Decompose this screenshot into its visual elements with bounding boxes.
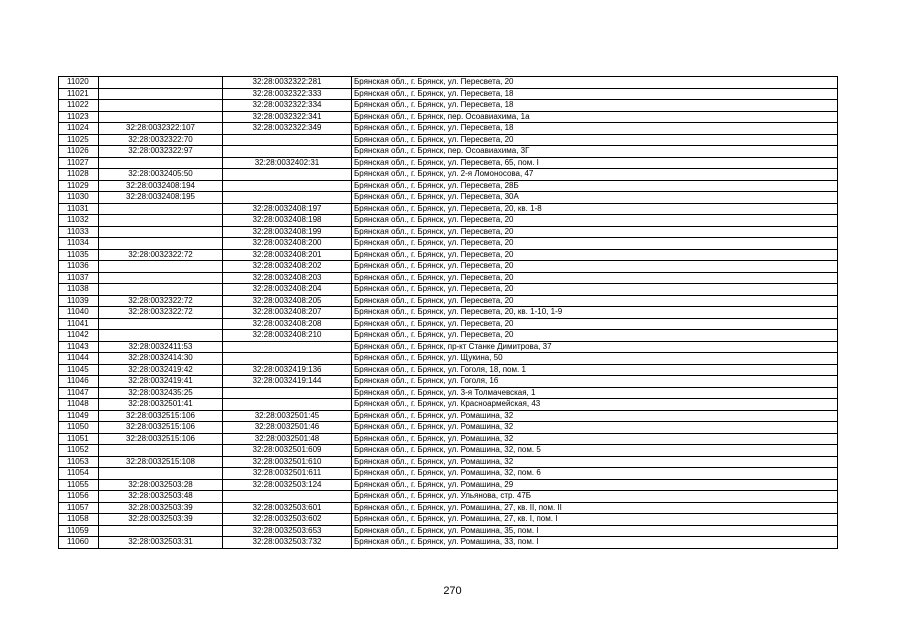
table-row <box>59 180 838 192</box>
cadastral-number-cell: 32:28:0032503:39 <box>99 502 223 514</box>
address-cell: Брянская обл., г. Брянск, пер. Осоавиахима, 3Г <box>352 146 838 158</box>
cadastral-number-cell <box>99 77 223 89</box>
table-row <box>59 456 838 468</box>
row-number-cell: 11043 <box>59 341 99 353</box>
cadastral-number-cell: 32:28:0032501:610 <box>223 456 352 468</box>
cadastral-number-cell: 32:28:0032408:204 <box>223 284 352 296</box>
table-row <box>59 134 838 146</box>
cadastral-number-cell: 32:28:0032503:39 <box>99 514 223 526</box>
row-number-cell: 11052 <box>59 445 99 457</box>
cadastral-number-cell: 32:28:0032414:30 <box>99 353 223 365</box>
row-number-cell: 11046 <box>59 376 99 388</box>
address-cell: Брянская обл., г. Брянск, ул. Пересвета, 20 <box>352 77 838 89</box>
cadastral-number-cell <box>99 261 223 273</box>
cadastral-number-cell: 32:28:0032501:46 <box>223 422 352 434</box>
table-row <box>59 422 838 434</box>
row-number-cell: 11054 <box>59 468 99 480</box>
row-number-cell: 11021 <box>59 88 99 100</box>
cadastral-number-cell: 32:28:0032419:42 <box>99 364 223 376</box>
table-row <box>59 157 838 169</box>
table-row <box>59 146 838 158</box>
table-row <box>59 330 838 342</box>
cadastral-number-cell <box>99 88 223 100</box>
cadastral-number-cell <box>223 134 352 146</box>
cadastral-number-cell <box>99 468 223 480</box>
cadastral-number-cell: 32:28:0032501:609 <box>223 445 352 457</box>
row-number-cell: 11025 <box>59 134 99 146</box>
cadastral-number-cell: 32:28:0032408:210 <box>223 330 352 342</box>
row-number-cell: 11060 <box>59 537 99 549</box>
table-row <box>59 249 838 261</box>
cadastral-number-cell: 32:28:0032408:201 <box>223 249 352 261</box>
row-number-cell: 11028 <box>59 169 99 181</box>
cadastral-number-cell: 32:28:0032435:25 <box>99 387 223 399</box>
cadastral-number-cell <box>99 215 223 227</box>
cadastral-number-cell: 32:28:0032503:653 <box>223 525 352 537</box>
address-cell: Брянская обл., г. Брянск, ул. Ромашина, 32, пом. 5 <box>352 445 838 457</box>
address-cell: Брянская обл., г. Брянск, ул. Пересвета, 65, пом. I <box>352 157 838 169</box>
table-row <box>59 537 838 549</box>
address-cell: Брянская обл., г. Брянск, ул. Пересвета, 20 <box>352 261 838 273</box>
address-cell: Брянская обл., г. Брянск, ул. Пересвета, 20 <box>352 318 838 330</box>
page-number: 270 <box>443 585 462 597</box>
cadastral-number-cell: 32:28:0032501:41 <box>99 399 223 411</box>
cadastral-number-cell: 32:28:0032322:97 <box>99 146 223 158</box>
table-row <box>59 318 838 330</box>
row-number-cell: 11049 <box>59 410 99 422</box>
cadastral-number-cell: 32:28:0032503:732 <box>223 537 352 549</box>
address-cell: Брянская обл., г. Брянск, ул. Пересвета, 28Б <box>352 180 838 192</box>
address-cell: Брянская обл., г. Брянск, ул. Пересвета, 20 <box>352 284 838 296</box>
cadastral-number-cell <box>99 111 223 123</box>
address-cell: Брянская обл., г. Брянск, ул. Ульянова, стр. 47Б <box>352 491 838 503</box>
address-cell: Брянская обл., г. Брянск, ул. Ромашина, 35, пом. I <box>352 525 838 537</box>
cadastral-number-cell: 32:28:0032408:207 <box>223 307 352 319</box>
row-number-cell: 11042 <box>59 330 99 342</box>
cadastral-number-cell <box>99 157 223 169</box>
row-number-cell: 11058 <box>59 514 99 526</box>
cadastral-number-cell: 32:28:0032503:602 <box>223 514 352 526</box>
address-cell: Брянская обл., г. Брянск, ул. Ромашина, 32 <box>352 456 838 468</box>
row-number-cell: 11057 <box>59 502 99 514</box>
cadastral-number-cell: 32:28:0032408:203 <box>223 272 352 284</box>
address-cell: Брянская обл., г. Брянск, ул. Ромашина, 29 <box>352 479 838 491</box>
cadastral-number-cell <box>223 180 352 192</box>
row-number-cell: 11032 <box>59 215 99 227</box>
cadastral-number-cell: 32:28:0032408:202 <box>223 261 352 273</box>
cadastral-number-cell: 32:28:0032503:28 <box>99 479 223 491</box>
address-cell: Брянская обл., г. Брянск, ул. 3-я Толмачевская, 1 <box>352 387 838 399</box>
table-row <box>59 433 838 445</box>
cadastral-number-cell: 32:28:0032501:48 <box>223 433 352 445</box>
row-number-cell: 11020 <box>59 77 99 89</box>
table-row <box>59 525 838 537</box>
row-number-cell: 11023 <box>59 111 99 123</box>
address-cell: Брянская обл., г. Брянск, ул. Пересвета, 18 <box>352 88 838 100</box>
address-cell: Брянская обл., г. Брянск, ул. Ромашина, 32 <box>352 422 838 434</box>
cadastral-number-cell <box>99 100 223 112</box>
table-body <box>59 77 838 549</box>
cadastral-number-cell: 32:28:0032408:198 <box>223 215 352 227</box>
row-number-cell: 11055 <box>59 479 99 491</box>
cadastral-number-cell <box>99 226 223 238</box>
address-cell: Брянская обл., г. Брянск, ул. Пересвета, 20, кв. 1-8 <box>352 203 838 215</box>
cadastral-number-cell: 32:28:0032408:197 <box>223 203 352 215</box>
row-number-cell: 11044 <box>59 353 99 365</box>
row-number-cell: 11038 <box>59 284 99 296</box>
cadastral-number-cell <box>223 169 352 181</box>
address-cell: Брянская обл., г. Брянск, ул. Ромашина, 27, кв. I, пом. I <box>352 514 838 526</box>
address-cell: Брянская обл., г. Брянск, ул. Пересвета, 30А <box>352 192 838 204</box>
table-row <box>59 272 838 284</box>
table-row <box>59 123 838 135</box>
cadastral-number-cell: 32:28:0032322:72 <box>99 307 223 319</box>
table-row <box>59 169 838 181</box>
table-row <box>59 445 838 457</box>
address-cell: Брянская обл., г. Брянск, ул. Ромашина, 32 <box>352 433 838 445</box>
table-row <box>59 468 838 480</box>
cadastral-number-cell <box>99 272 223 284</box>
cadastral-number-cell: 32:28:0032322:341 <box>223 111 352 123</box>
row-number-cell: 11037 <box>59 272 99 284</box>
table-row <box>59 364 838 376</box>
row-number-cell: 11041 <box>59 318 99 330</box>
table-row <box>59 77 838 89</box>
address-cell: Брянская обл., г. Брянск, пер. Осоавиахима, 1а <box>352 111 838 123</box>
cadastral-number-cell <box>99 318 223 330</box>
row-number-cell: 11035 <box>59 249 99 261</box>
address-cell: Брянская обл., г. Брянск, ул. Пересвета, 20 <box>352 134 838 146</box>
cadastral-number-cell: 32:28:0032503:124 <box>223 479 352 491</box>
row-number-cell: 11030 <box>59 192 99 204</box>
table-row <box>59 226 838 238</box>
row-number-cell: 11026 <box>59 146 99 158</box>
cadastral-number-cell: 32:28:0032501:611 <box>223 468 352 480</box>
address-cell: Брянская обл., г. Брянск, ул. 2-я Ломоносова, 47 <box>352 169 838 181</box>
address-cell: Брянская обл., г. Брянск, ул. Пересвета, 18 <box>352 100 838 112</box>
address-cell: Брянская обл., г. Брянск, ул. Пересвета, 20 <box>352 272 838 284</box>
table-row <box>59 502 838 514</box>
row-number-cell: 11027 <box>59 157 99 169</box>
row-number-cell: 11053 <box>59 456 99 468</box>
table-row <box>59 399 838 411</box>
row-number-cell: 11031 <box>59 203 99 215</box>
cadastral-number-cell: 32:28:0032515:106 <box>99 410 223 422</box>
row-number-cell: 11029 <box>59 180 99 192</box>
address-cell: Брянская обл., г. Брянск, ул. Красноармейская, 43 <box>352 399 838 411</box>
cadastral-number-cell: 32:28:0032408:199 <box>223 226 352 238</box>
row-number-cell: 11033 <box>59 226 99 238</box>
cadastral-number-cell <box>99 525 223 537</box>
cadastral-number-cell <box>223 192 352 204</box>
address-cell: Брянская обл., г. Брянск, ул. Ромашина, 32, пом. 6 <box>352 468 838 480</box>
table-row <box>59 514 838 526</box>
cadastral-number-cell <box>223 491 352 503</box>
address-cell: Брянская обл., г. Брянск, ул. Щукина, 50 <box>352 353 838 365</box>
table-row <box>59 111 838 123</box>
row-number-cell: 11047 <box>59 387 99 399</box>
address-cell: Брянская обл., г. Брянск, ул. Ромашина, 27, кв. II, пом. II <box>352 502 838 514</box>
row-number-cell: 11056 <box>59 491 99 503</box>
address-cell: Брянская обл., г. Брянск, ул. Гоголя, 16 <box>352 376 838 388</box>
table-row <box>59 203 838 215</box>
cadastral-number-cell <box>223 341 352 353</box>
table-row <box>59 387 838 399</box>
cadastral-number-cell: 32:28:0032408:194 <box>99 180 223 192</box>
address-cell: Брянская обл., г. Брянск, ул. Гоголя, 18, пом. 1 <box>352 364 838 376</box>
cadastral-number-cell: 32:28:0032322:72 <box>99 295 223 307</box>
cadastral-number-cell <box>99 284 223 296</box>
cadastral-number-cell: 32:28:0032322:70 <box>99 134 223 146</box>
table-row <box>59 100 838 112</box>
address-cell: Брянская обл., г. Брянск, ул. Пересвета, 20 <box>352 226 838 238</box>
cadastral-number-cell: 32:28:0032419:136 <box>223 364 352 376</box>
table-row <box>59 261 838 273</box>
row-number-cell: 11045 <box>59 364 99 376</box>
cadastral-number-cell <box>99 203 223 215</box>
cadastral-number-cell: 32:28:0032408:195 <box>99 192 223 204</box>
address-cell: Брянская обл., г. Брянск, ул. Пересвета, 20 <box>352 249 838 261</box>
address-cell: Брянская обл., г. Брянск, ул. Пересвета, 20 <box>352 215 838 227</box>
table-row <box>59 491 838 503</box>
cadastral-number-cell: 32:28:0032408:205 <box>223 295 352 307</box>
address-cell: Брянская обл., г. Брянск, ул. Пересвета, 20, кв. 1-10, 1-9 <box>352 307 838 319</box>
cadastral-number-cell: 32:28:0032408:200 <box>223 238 352 250</box>
table-row <box>59 192 838 204</box>
cadastral-number-cell: 32:28:0032322:107 <box>99 123 223 135</box>
table-row <box>59 295 838 307</box>
address-cell: Брянская обл., г. Брянск, ул. Пересвета, 20 <box>352 238 838 250</box>
table-row <box>59 376 838 388</box>
cadastral-number-cell: 32:28:0032503:601 <box>223 502 352 514</box>
cadastral-number-cell: 32:28:0032405:50 <box>99 169 223 181</box>
cadastral-number-cell: 32:28:0032402:31 <box>223 157 352 169</box>
cadastral-number-cell <box>223 399 352 411</box>
row-number-cell: 11034 <box>59 238 99 250</box>
row-number-cell: 11050 <box>59 422 99 434</box>
address-cell: Брянская обл., г. Брянск, ул. Пересвета, 20 <box>352 330 838 342</box>
cadastral-number-cell: 32:28:0032322:333 <box>223 88 352 100</box>
cadastral-number-cell: 32:28:0032503:48 <box>99 491 223 503</box>
cadastral-number-cell: 32:28:0032503:31 <box>99 537 223 549</box>
row-number-cell: 11036 <box>59 261 99 273</box>
table-row <box>59 88 838 100</box>
row-number-cell: 11024 <box>59 123 99 135</box>
cadastral-number-cell: 32:28:0032419:144 <box>223 376 352 388</box>
table-row <box>59 479 838 491</box>
cadastral-number-cell <box>99 445 223 457</box>
cadastral-number-cell: 32:28:0032515:106 <box>99 422 223 434</box>
row-number-cell: 11048 <box>59 399 99 411</box>
address-cell: Брянская обл., г. Брянск, пр-кт Станке Димитрова, 37 <box>352 341 838 353</box>
table-row <box>59 341 838 353</box>
row-number-cell: 11051 <box>59 433 99 445</box>
table-row <box>59 353 838 365</box>
address-cell: Брянская обл., г. Брянск, ул. Ромашина, 32 <box>352 410 838 422</box>
cadastral-number-cell <box>99 238 223 250</box>
address-cell: Брянская обл., г. Брянск, ул. Пересвета, 18 <box>352 123 838 135</box>
table-row <box>59 410 838 422</box>
cadastral-number-cell: 32:28:0032322:334 <box>223 100 352 112</box>
cadastral-number-cell <box>223 353 352 365</box>
table-row <box>59 215 838 227</box>
row-number-cell: 11059 <box>59 525 99 537</box>
cadastral-number-cell: 32:28:0032322:349 <box>223 123 352 135</box>
cadastral-number-cell: 32:28:0032408:208 <box>223 318 352 330</box>
cadastral-number-cell <box>223 387 352 399</box>
row-number-cell: 11040 <box>59 307 99 319</box>
cadastral-number-cell: 32:28:0032515:108 <box>99 456 223 468</box>
cadastral-number-cell: 32:28:0032501:45 <box>223 410 352 422</box>
cadastral-number-cell: 32:28:0032411:53 <box>99 341 223 353</box>
row-number-cell: 11022 <box>59 100 99 112</box>
table-row <box>59 307 838 319</box>
property-table <box>58 76 838 549</box>
cadastral-number-cell: 32:28:0032322:281 <box>223 77 352 89</box>
cadastral-number-cell: 32:28:0032515:106 <box>99 433 223 445</box>
table-row <box>59 238 838 250</box>
cadastral-number-cell <box>223 146 352 158</box>
cadastral-number-cell <box>99 330 223 342</box>
row-number-cell: 11039 <box>59 295 99 307</box>
cadastral-number-cell: 32:28:0032419:41 <box>99 376 223 388</box>
cadastral-number-cell: 32:28:0032322:72 <box>99 249 223 261</box>
table-row <box>59 284 838 296</box>
address-cell: Брянская обл., г. Брянск, ул. Ромашина, 33, пом. I <box>352 537 838 549</box>
address-cell: Брянская обл., г. Брянск, ул. Пересвета, 20 <box>352 295 838 307</box>
